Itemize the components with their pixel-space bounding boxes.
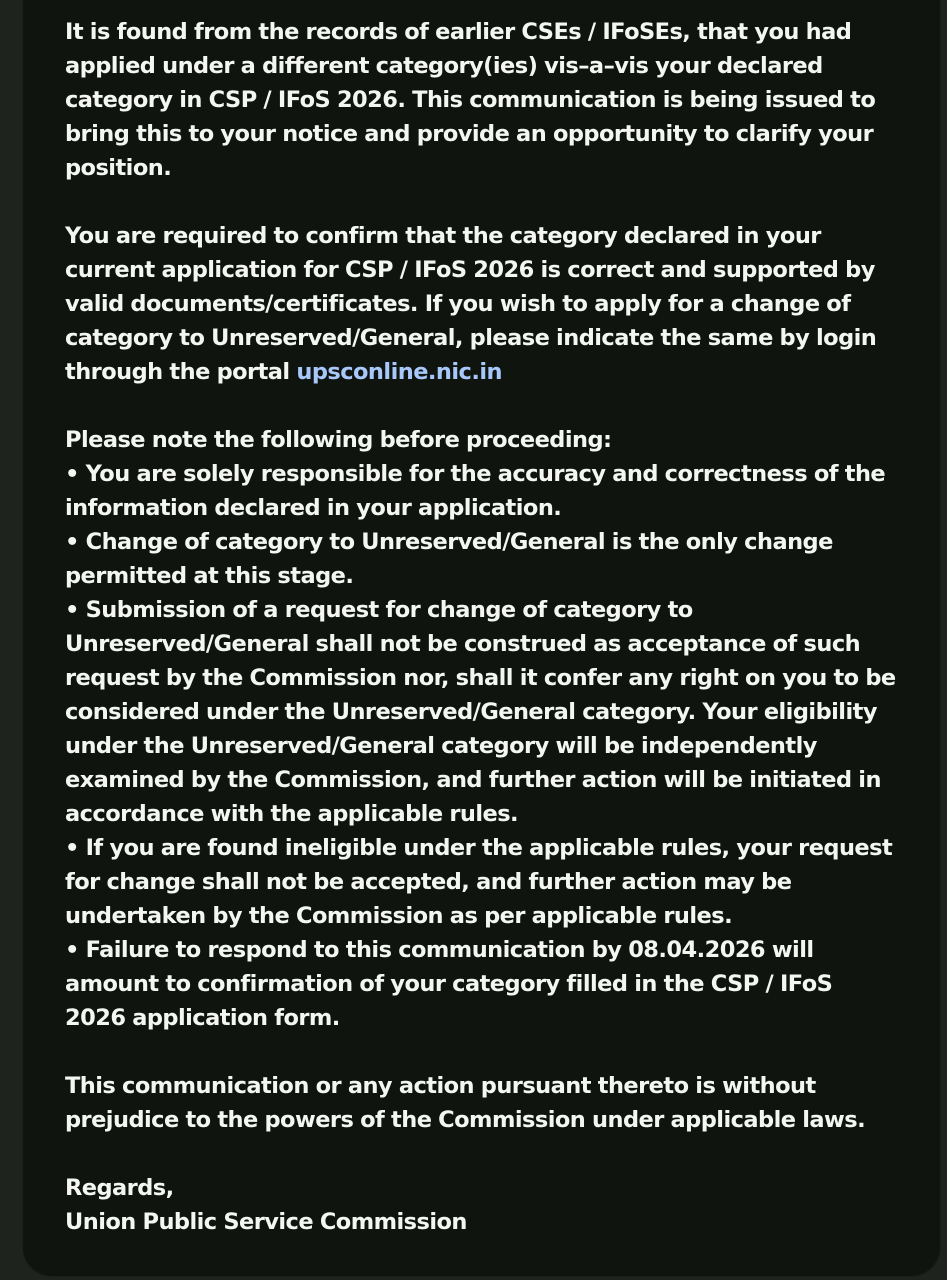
bullet-line: amount to confirmation of your category filled in the CSP / IFoS xyxy=(65,971,833,997)
text-line: It is found from the records of earlier CSEs / IFoSEs, that you had xyxy=(65,19,852,45)
text-line xyxy=(65,355,905,389)
bullet-line: • Change of category to Unreserved/General is the only change xyxy=(65,529,833,555)
notes-heading: Please note the following before proceeding: xyxy=(65,427,612,453)
text-line: category in CSP / IFoS 2026. This communication is being issued to xyxy=(65,87,876,113)
bullet-line: examined by the Commission, and further action will be initiated in xyxy=(65,767,881,793)
notes-paragraph xyxy=(65,423,905,1035)
signature-text: Union Public Service Commission xyxy=(65,1209,467,1235)
bullet-line: • You are solely responsible for the accuracy and correctness of the xyxy=(65,461,886,487)
text-line: category to Unreserved/General, please indicate the same by login xyxy=(65,325,877,351)
bullet-line: considered under the Unreserved/General category. Your eligibility xyxy=(65,699,877,725)
bullet-line: • If you are found ineligible under the applicable rules, your request xyxy=(65,835,893,861)
bullet-line: request by the Commission nor, shall it confer any right on you to be xyxy=(65,665,896,691)
prejudice-paragraph xyxy=(65,1069,905,1137)
intro-paragraph xyxy=(65,15,905,185)
confirm-paragraph xyxy=(65,219,905,389)
portal-link[interactable]: upsconline.nic.in xyxy=(296,359,502,385)
bullet-line: • Submission of a request for change of category to xyxy=(65,597,693,623)
text-line: valid documents/certificates. If you wish to apply for a change of xyxy=(65,291,851,317)
text-line: current application for CSP / IFoS 2026 is correct and supported by xyxy=(65,257,875,283)
text-line: prejudice to the powers of the Commission under applicable laws. xyxy=(65,1107,866,1133)
bullet-line: for change shall not be accepted, and further action may be xyxy=(65,869,792,895)
text-line: applied under a different category(ies) vis–a–vis your declared xyxy=(65,53,823,79)
signature-block xyxy=(65,1171,905,1239)
closing-text: Regards, xyxy=(65,1175,174,1201)
bullet-line: under the Unreserved/General category will be independently xyxy=(65,733,817,759)
bullet-line: 2026 application form. xyxy=(65,1005,340,1031)
bullet-line: • Failure to respond to this communication by 08.04.2026 will xyxy=(65,937,814,963)
bullet-line: undertaken by the Commission as per applicable rules. xyxy=(65,903,733,929)
bullet-line: permitted at this stage. xyxy=(65,563,354,589)
bullet-line: Unreserved/General shall not be construed as acceptance of such xyxy=(65,631,861,657)
portal-prefix-text: through the portal xyxy=(65,359,297,385)
message-body xyxy=(65,15,905,1239)
bullet-line: accordance with the applicable rules. xyxy=(65,801,519,827)
text-line: This communication or any action pursuant thereto is without xyxy=(65,1073,816,1099)
text-line: position. xyxy=(65,155,172,181)
text-line: You are required to confirm that the category declared in your xyxy=(65,223,821,249)
bullet-line: information declared in your application. xyxy=(65,495,562,521)
text-line: bring this to your notice and provide an opportunity to clarify your xyxy=(65,121,874,147)
